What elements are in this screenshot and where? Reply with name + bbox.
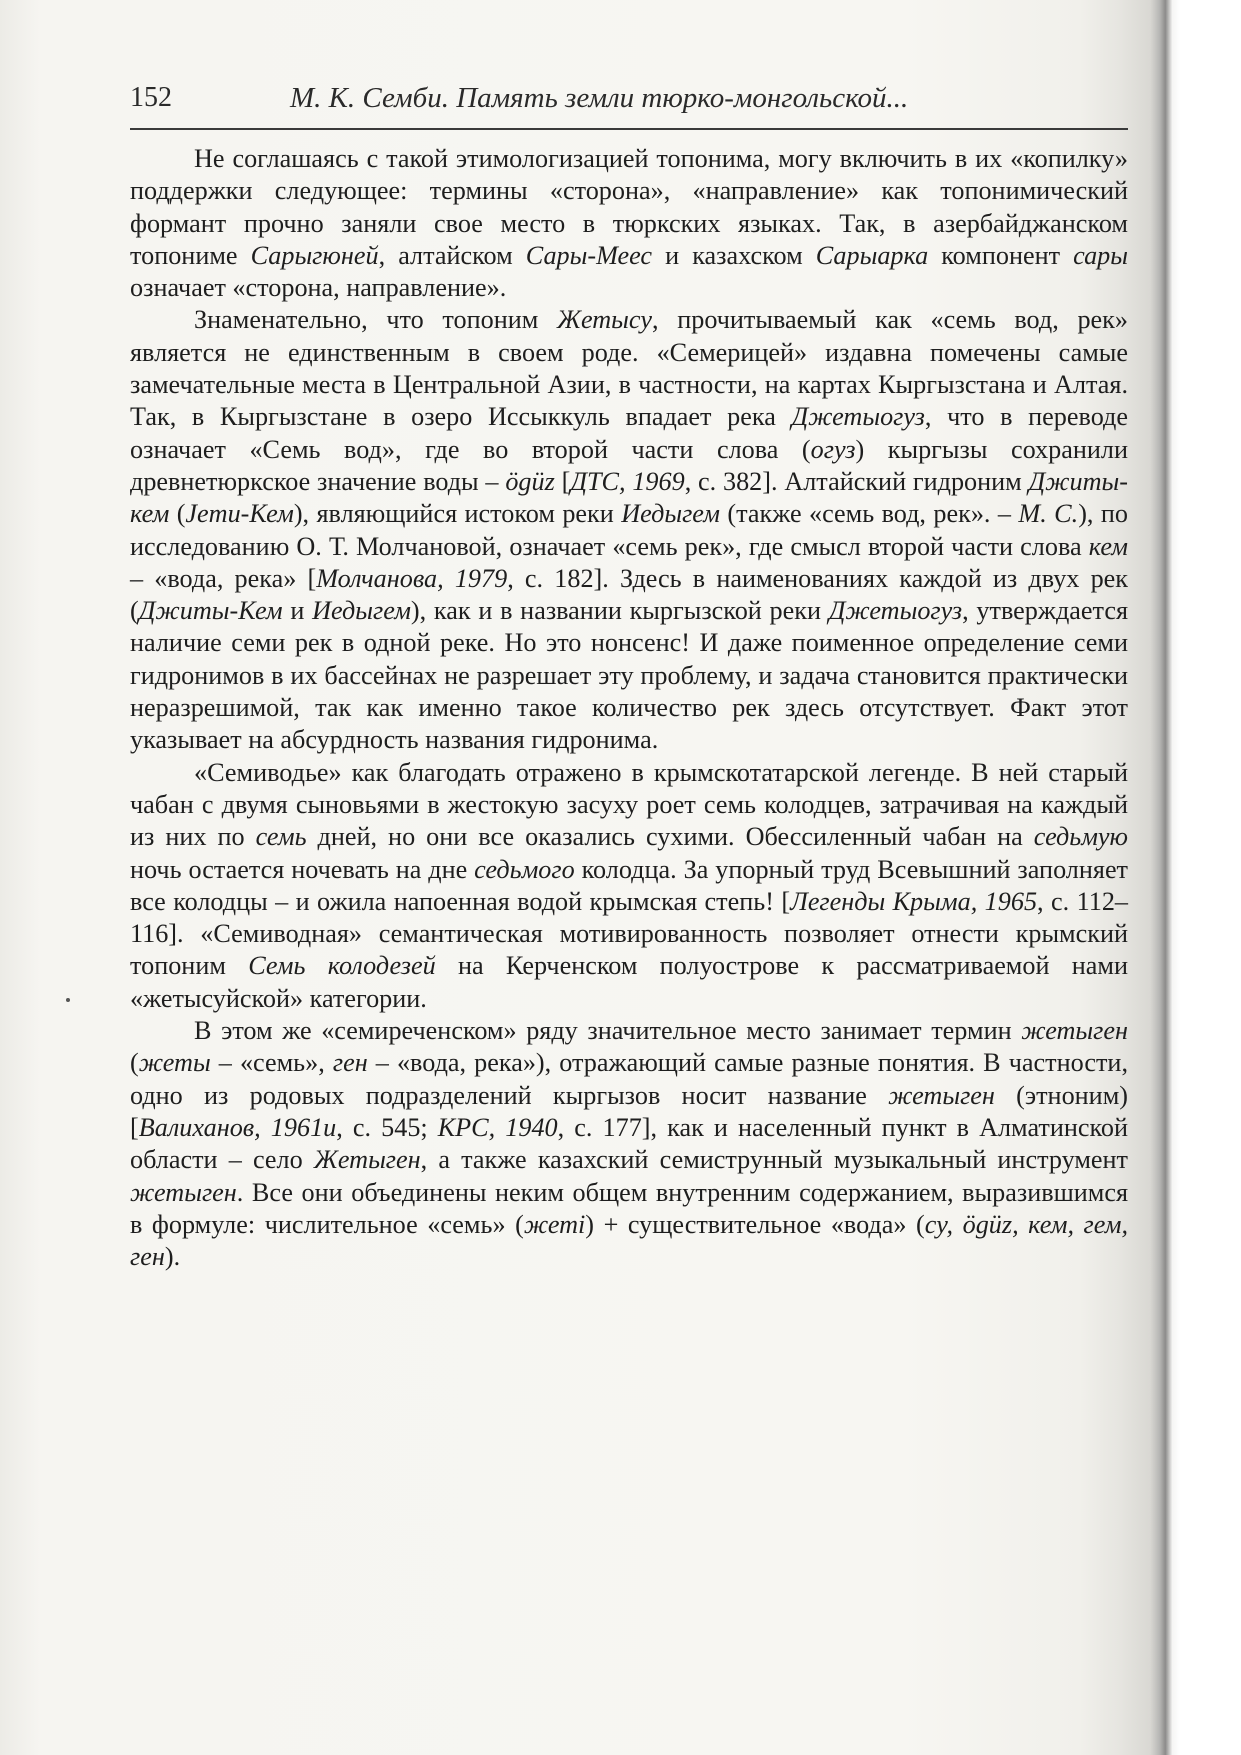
paragraph-2: Знаменательно, что топоним Жетысу, прочитываемый как «семь вод, рек» является не единственным в своем роде. «Семерицей» издавна помечены самые замечательные места в Центральной Азии, в частности, на картах Кыргызстана и Алтая. Так, в Кыргызстане в озеро Иссыккуль впадает река Джетыогуз, что в переводе означает «Семь вод», где во второй части слова (огуз) кыргызы сохранили древнетюркское значение воды – ögüz [ДТС, 1969, с. 382]. Алтайский гидроним Джиты-кем (Jeти-Кем), являющийся истоком реки Иедыгем (также «семь вод, рек». – М. С.), по исследованию О. Т. Молчановой, означает «семь рек», где смысл второй части слова кем – «вода, река» [Молчанова, 1979, с. 182]. Здесь в наименованиях каждой из двух рек (Джиты-Кем и Иедыгем), как и в названии кыргызской реки Джетыогуз, утверждается наличие семи рек в одной реке. Но это нонсенс! И даже поименное определение семи гидронимов в их бассейнах не разрешает эту проблему, и задача становится практически неразрешимой, так как именно такое количество рек здесь отсутствует. Факт этот указывает на абсурдность названия гидронима. [130, 305, 1129, 755]
paragraph-4: В этом же «семиреченском» ряду значительное место занимает термин жетыген (жеты – «семь», ген – «вода, река»), отражающий самые разные понятия. В частности, одно из родовых подразделений кыргызов носит название жетыген (этноним) [Валиханов, 1961и, с. 545; КРС, 1940, с. 177], как и населенный пункт в Алматинской области – село Жетыген, а также казахский семиструнный музыкальный инструмент жетыген. Все они объединены неким общем внутренним содержанием, выразившимся в формуле: числительное «семь» (жетi) + существительное «вода» (су, ögüz, кем, гем, ген). [130, 1016, 1128, 1272]
page-header [130, 82, 1130, 130]
header-rule [130, 128, 1128, 130]
page-number: 152 [130, 82, 172, 113]
running-head: М. К. Семби. Память земли тюрко-монгольской... [290, 82, 909, 114]
paragraph-3: «Семиводье» как благодать отражено в крымскотатарской легенде. В ней старый чабан с двумя сыновьями в жестокую засуху роет семь колодцев, затрачивая на каждый из них по семь дней, но они все оказались сухими. Обессиленный чабан на седьмую ночь остается ночевать на дне седьмого колодца. За упорный труд Всевышний заполняет все колодцы – и ожила напоенная водой крымская степь! [Легенды Крыма, 1965, с. 112–116]. «Семиводная» семантическая мотивированность позволяет отнести крымский топоним Семь колодезей на Керченском полуострове к рассматриваемой нами «жетысуйской» категории. [130, 757, 1129, 1013]
body-text [130, 143, 1128, 1273]
paragraph-1: Не соглашаясь с такой этимологизацией топонима, могу включить в их «копилку» поддержки следующее: термины «сторона», «направление» как топонимический формант прочно заняли свое место в тюркских языках. Так, в азербайджанском топониме Сарыгюней, алтайском Сары-Меес и казахском Сарыарка компонент сары означает «сторона, направление». [130, 144, 1128, 303]
margin-mark [66, 998, 70, 1002]
